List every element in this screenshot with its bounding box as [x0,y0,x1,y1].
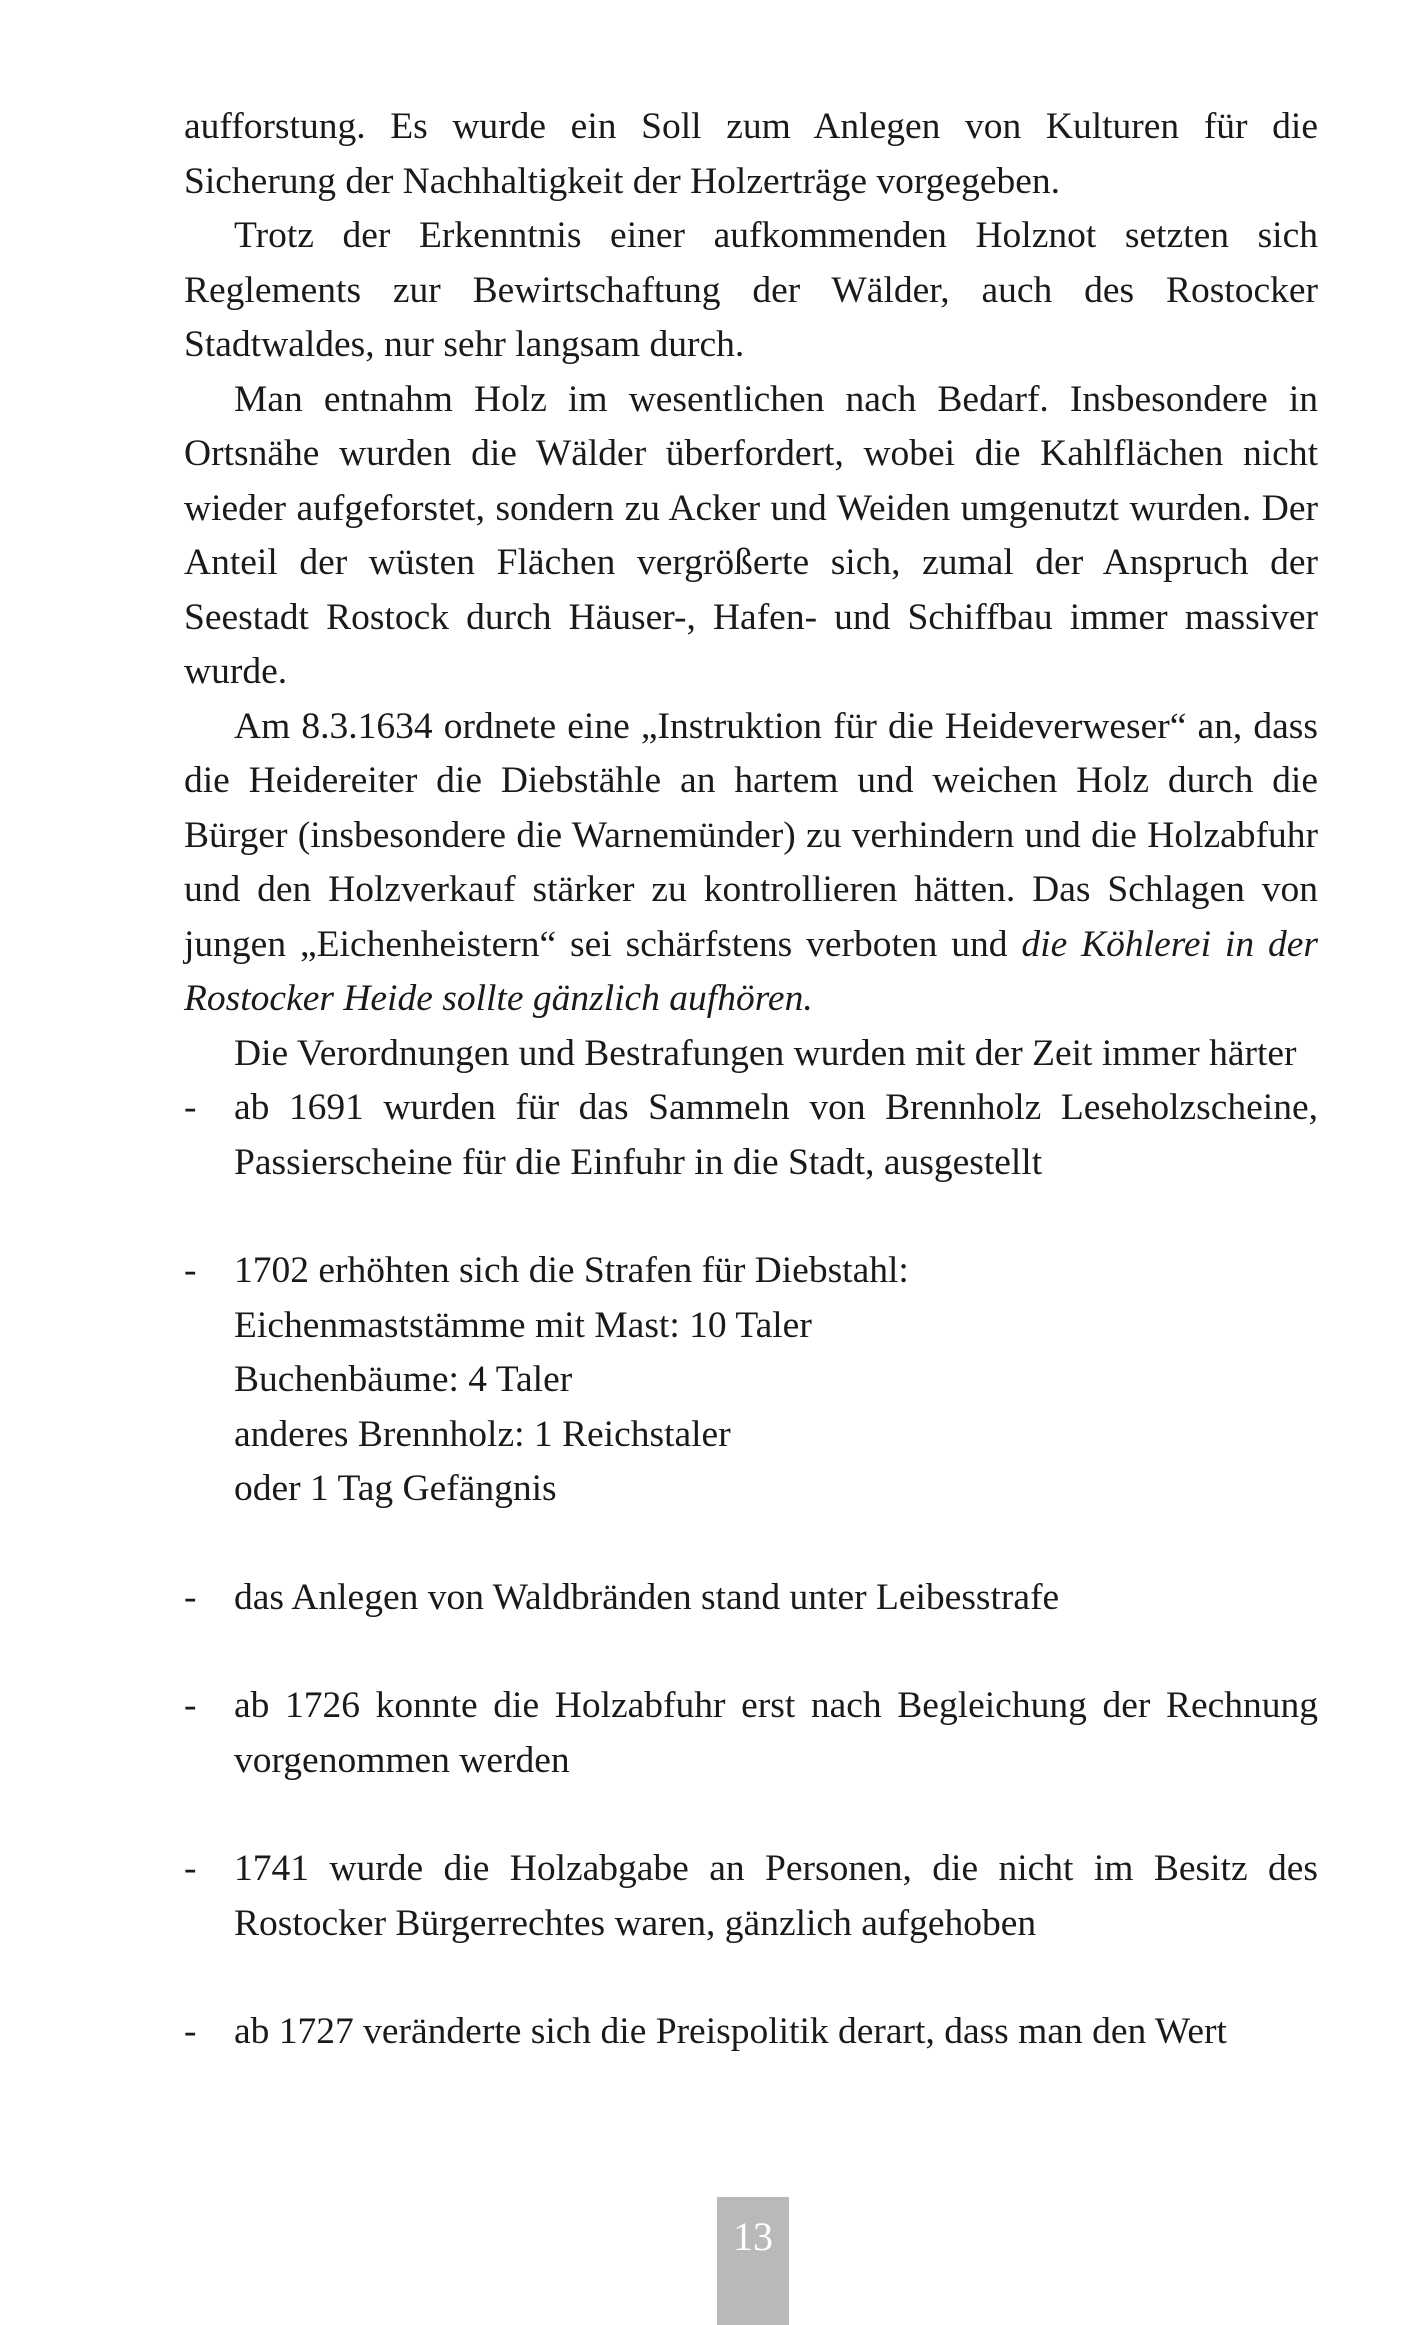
list-item-text: 1702 erhöhten sich die Strafen für Diebstahl: [234,1250,909,1291]
list-dash: - [184,1087,197,1128]
list-item-text: 1741 wurde die Holzabgabe an Personen, die nicht im Besitz des Rostocker Bürgerrechtes waren, gänzlich aufgehoben [234,1848,1318,1944]
list-dash: - [184,1848,197,1889]
list-gap [184,1951,1318,2005]
list-gap [184,1788,1318,1842]
paragraph-continuation: aufforstung. Es wurde ein Soll zum Anlegen von Kulturen für die Sicherung der Nachhaltigkeit der Holzerträge vorgegeben. [184,106,1318,202]
list-item [184,1571,1318,1626]
list-item [184,1842,1318,1951]
list-item [184,1081,1318,1190]
list-gap [184,1190,1318,1244]
penalty-line: oder 1 Tag Gefängnis [234,1468,557,1509]
penalty-line: Buchenbäume: 4 Taler [234,1359,573,1400]
penalty-list [184,1081,1318,2060]
paragraph-instruktion [184,700,1318,1027]
paragraph-holznot: Trotz der Erkenntnis einer aufkommenden Holznot setzten sich Reglements zur Bewirtschaftung der Wälder, auch des Rostocker Stadtwaldes, nur sehr langsam durch. [184,215,1318,365]
list-item-text: ab 1691 wurden für das Sammeln von Brennholz Leseholzscheine, Passierscheine für die Einfuhr in die Stadt, ausgestellt [234,1087,1318,1183]
list-item [184,1244,1318,1517]
list-gap [184,1625,1318,1679]
list-item-text: das Anlegen von Waldbränden stand unter Leibesstrafe [234,1576,1060,1618]
list-dash: - [184,1576,197,1618]
paragraph-bedarf: Man entnahm Holz im wesentlichen nach Bedarf. Insbesondere in Ortsnähe wurden die Wälder überfordert, wobei die Kahlflächen nicht wieder aufgeforstet, sondern zu Acker und Weiden umgenutzt wurden. Der Anteil der wüsten Flächen vergrößerte sich, zumal der Anspruch der Seestadt Rostock durch Häuser-, Hafen- und Schiffbau immer massiver wurde. [184,378,1318,692]
paragraph-instruktion-text: Am 8.3.1634 ordnete eine „Instruktion für die Heideverweser“ an, dass die Heidereiter die Diebstähle an hartem und weichen Holz durch die Bürger (insbesondere die Warnemünder) zu verhindern und die Holzabfuhr und den Holzverkauf stärker zu kontrollieren hätten. Das Schlagen von jungen „Eichenheistern“ sei schärfstens verboten und [184,705,1318,965]
page-number: 13 [717,2197,789,2325]
list-item [184,2005,1318,2060]
list-item-text: ab 1726 konnte die Holzabfuhr erst nach Begleichung der Rechnung vorgenommen werden [234,1685,1318,1781]
paragraph-verordnungen: Die Verordnungen und Bestrafungen wurden mit der Zeit immer härter [234,1032,1297,1074]
list-dash: - [184,1250,197,1291]
italic-koehlerei: die Köhlerei in der Rostocker Heide sollte gänzlich aufhören. [184,923,1318,1019]
penalty-line: Eichenmaststämme mit Mast: 10 Taler [234,1304,812,1346]
penalty-line: anderes Brennholz: 1 Reichstaler [234,1413,731,1455]
list-dash: - [184,1685,197,1726]
list-gap [184,1517,1318,1571]
list-dash: - [184,2011,197,2052]
list-item-text: ab 1727 veränderte sich die Preispolitik derart, dass man den Wert [234,2011,1227,2052]
list-item [184,1679,1318,1788]
page-body [184,100,1318,2060]
